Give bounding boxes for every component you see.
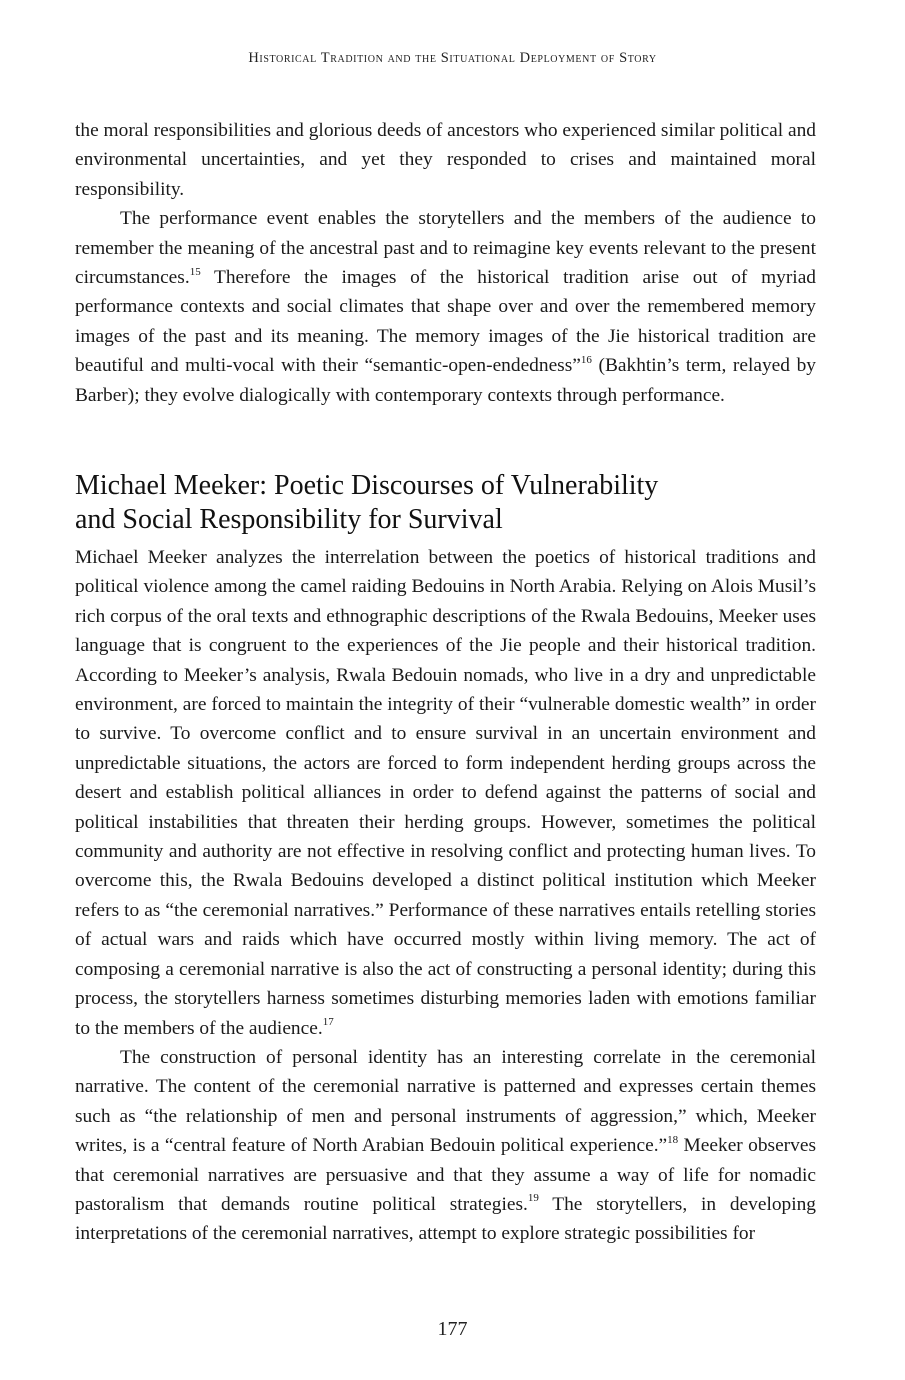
paragraph-text: The storytellers, in developing interpretations of the ceremonial narratives, attempt to explore strategic possibilities for — [75, 1193, 817, 1245]
paragraph — [75, 1043, 816, 1249]
paragraph — [75, 543, 816, 1043]
footnote-ref: 18 — [667, 1133, 679, 1146]
paragraph-text: (Bakhtin’s term, relayed by Barber); they evolve dialogically with contemporary contexts through performance. — [75, 355, 816, 406]
paragraph-text: The performance event enables the storytellers and the members of the audience to remember the meaning of the ancestral past and to reimagine key events relevant to the present circumstances. — [75, 208, 816, 289]
footnote-ref: 19 — [527, 1192, 539, 1205]
footnote-ref: 17 — [322, 1016, 334, 1029]
section-heading — [75, 469, 816, 537]
paragraph: the moral responsibilities and glorious deeds of ancestors who experienced similar political and environmental uncertainties, and yet they responded to crises and maintained moral responsibility. — [75, 120, 816, 200]
running-head: Historical Tradition and the Situational Deployment of Story — [248, 50, 657, 66]
footnote-ref: 15 — [189, 265, 201, 278]
paragraph — [75, 204, 816, 410]
paragraph-text: Meeker observes that ceremonial narratives are persuasive and that they assume a way of life for nomadic pastoralism that demands routine political strategies. — [75, 1135, 816, 1215]
section-text-block — [75, 543, 816, 1249]
paragraph-text: Therefore the images of the historical tradition arise out of myriad performance contexts and social climates that shape over and over the remembered memory images of the past and its meaning. The memory images of the Jie historical tradition are beautiful and multi-vocal with their “semantic-open-endedness” — [75, 267, 816, 377]
footnote-ref: 16 — [580, 353, 592, 366]
top-text-block — [75, 116, 816, 410]
paragraph-text: The construction of personal identity has an interesting correlate in the ceremonial narrative. The content of the ceremonial narrative is patterned and expresses certain themes such as “the relationship of men and personal instruments of aggression,” which, Meeker writes, is a “central feature of North Arabian Bedouin political experience.” — [75, 1046, 816, 1157]
paragraph-text: Michael Meeker analyzes the interrelation between the poetics of historical traditions and political violence among the camel raiding Bedouins in North Arabia. Relying on Alois Musil’s rich corpus of the oral texts and ethnographic descriptions of the Rwala Bedouins, Meeker uses language that is congruent to the experiences of the Jie people and their historical tradition. According to Meeker’s analysis, Rwala Bedouin nomads, who live in a dry and unpredictable environment, are forced to maintain the integrity of their “vulnerable domestic wealth” in order to survive. To overcome conflict and to ensure survival in an uncertain environment and unpredictable situations, the actors are forced to form independent herding groups across the desert and establish political alliances in order to defend against the patterns of social and political instabilities that threaten their herding groups. However, sometimes the political community and authority are not effective in resolving conflict and protecting human lives. To overcome this, the Rwala Bedouins developed a distinct political institution which Meeker refers to as “the ceremonial narratives.” Performance of these narratives entails retelling stories of actual wars and raids which have occurred mostly within living memory. The act of composing a ceremonial narrative is also the act of constructing a personal identity; during this process, the storytellers harness sometimes disturbing memories laden with emotions familiar to the members of the audience. — [75, 547, 816, 1039]
section-heading-line: and Social Responsibility for Survival — [75, 504, 503, 535]
page-number: 177 — [437, 1318, 468, 1340]
section-heading-line: Michael Meeker: Poetic Discourses of Vulnerability — [75, 470, 659, 501]
